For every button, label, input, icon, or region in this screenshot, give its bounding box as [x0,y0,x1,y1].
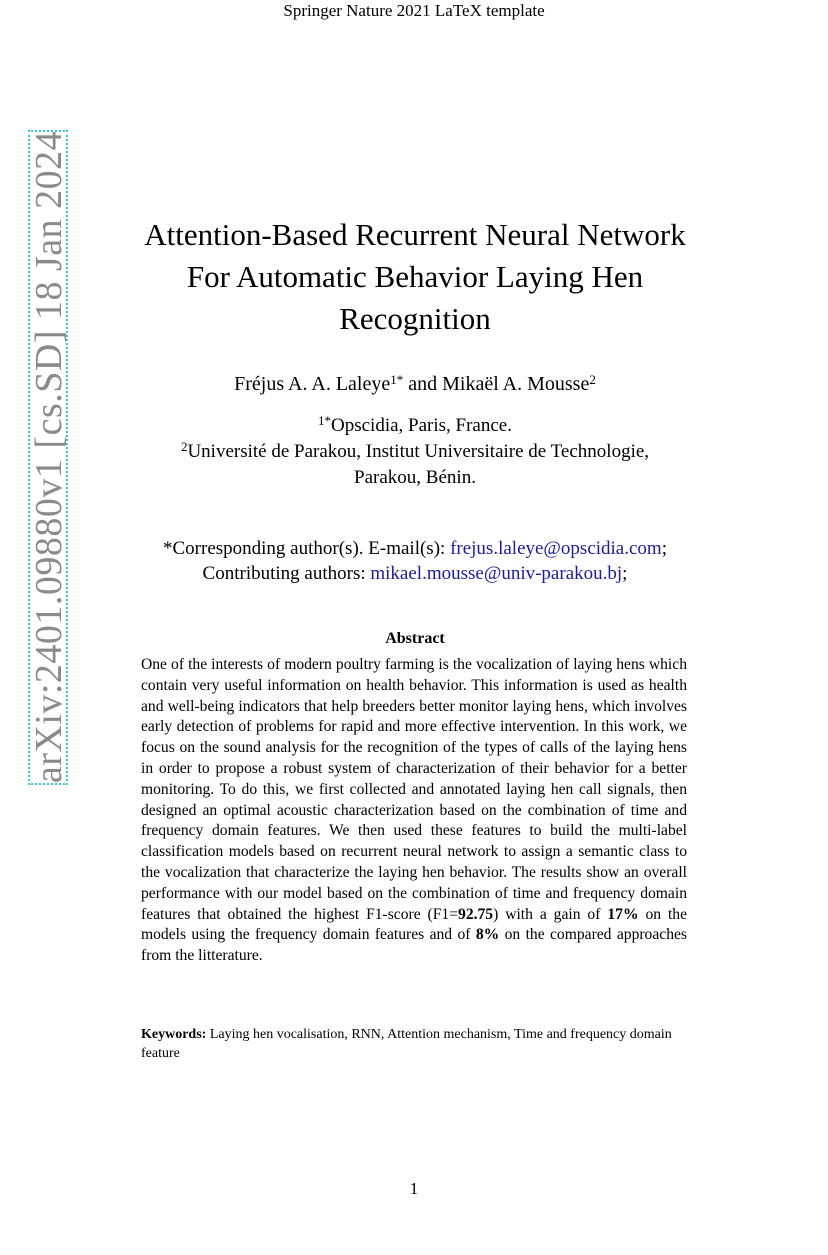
punctuation: ; [622,563,628,584]
abstract-segment: One of the interests of modern poultry farming is the vocalization of laying hens which contain very useful information on health behavior. This information is used as health and well-being indicators that help breeders better monitor laying hens, which involves early detection of problems for rapid and more effective intervention. In this work, we focus on the sound analysis for the recognition of the types of calls of the laying hens in order to propose a robust system of characterization of their behavior for a better monitoring. To do this, we first collected and annotated laying hen call signals, then designed an optimal acoustic characterization based on the combination of time and frequency domain features. We then used these features to build the multi-label classification models based on recurrent neural network to assign a semantic class to the vocalization that characterize the laying hen behavior. The results show an overall performance with our model based on the combination of time and frequency domain features that obtained the highest F1-score (F1= [141,656,687,923]
corresponding-author-line [110,536,720,561]
affiliation-mark: 1* [318,413,331,428]
punctuation: ; [661,538,667,559]
keywords [141,1025,687,1063]
title-line: For Automatic Behavior Laying Hen [186,259,644,294]
keywords-text: Laying hen vocalisation, RNN, Attention mechanism, Time and frequency domain feature [141,1027,672,1061]
abstract-segment: on the compared approaches from the litterature. [141,926,687,965]
affiliations [110,413,720,491]
affiliation-1 [110,413,720,439]
title-line: Recognition [339,301,491,336]
contributing-email-link[interactable]: mikael.mousse@univ-parakou.bj [370,563,623,584]
corresponding-label: *Corresponding author(s). E-mail(s): [163,538,451,559]
affiliation-text: Université de Parakou, Institut Universitaire de Technologie, [187,441,650,462]
f1-score-value: 92.75 [458,905,494,923]
author-affiliation-mark: 1* [390,372,404,387]
contributing-label: Contributing authors: [202,563,371,584]
author-list [110,373,720,396]
page-number: 1 [409,1179,419,1198]
author-affiliation-mark: 2 [589,372,596,387]
affiliation-mark: 2 [180,439,188,454]
corresponding-email-link[interactable]: frejus.laleye@opscidia.com [450,538,662,559]
author-name: Fréjus A. A. Laleye [234,373,391,395]
correspondence-block [110,536,720,586]
contributing-authors-line [110,561,720,586]
keywords-label: Keywords: [141,1027,207,1042]
gain-value: 8% [475,926,500,944]
arxiv-identifier[interactable]: arXiv:2401.09880v1 [cs.SD] 18 Jan 2024 [28,130,70,784]
abstract-text [141,655,687,967]
author-name: Mikaël A. Mousse [442,373,590,395]
abstract-heading: Abstract [385,630,445,647]
affiliation-2 [110,439,720,465]
abstract-segment: ) with a gain of [493,905,608,923]
running-header: Springer Nature 2021 LaTeX template [283,1,545,20]
abstract-segment: on the models using the frequency domain features and of [141,905,687,944]
affiliation-text: Opscidia, Paris, France. [331,415,512,436]
affiliation-2-continued: Parakou, Bénin. [354,467,476,488]
paper-title [110,214,720,340]
author-conjunction: and [408,373,438,395]
title-line: Attention-Based Recurrent Neural Network [144,217,686,252]
gain-value: 17% [607,905,639,923]
